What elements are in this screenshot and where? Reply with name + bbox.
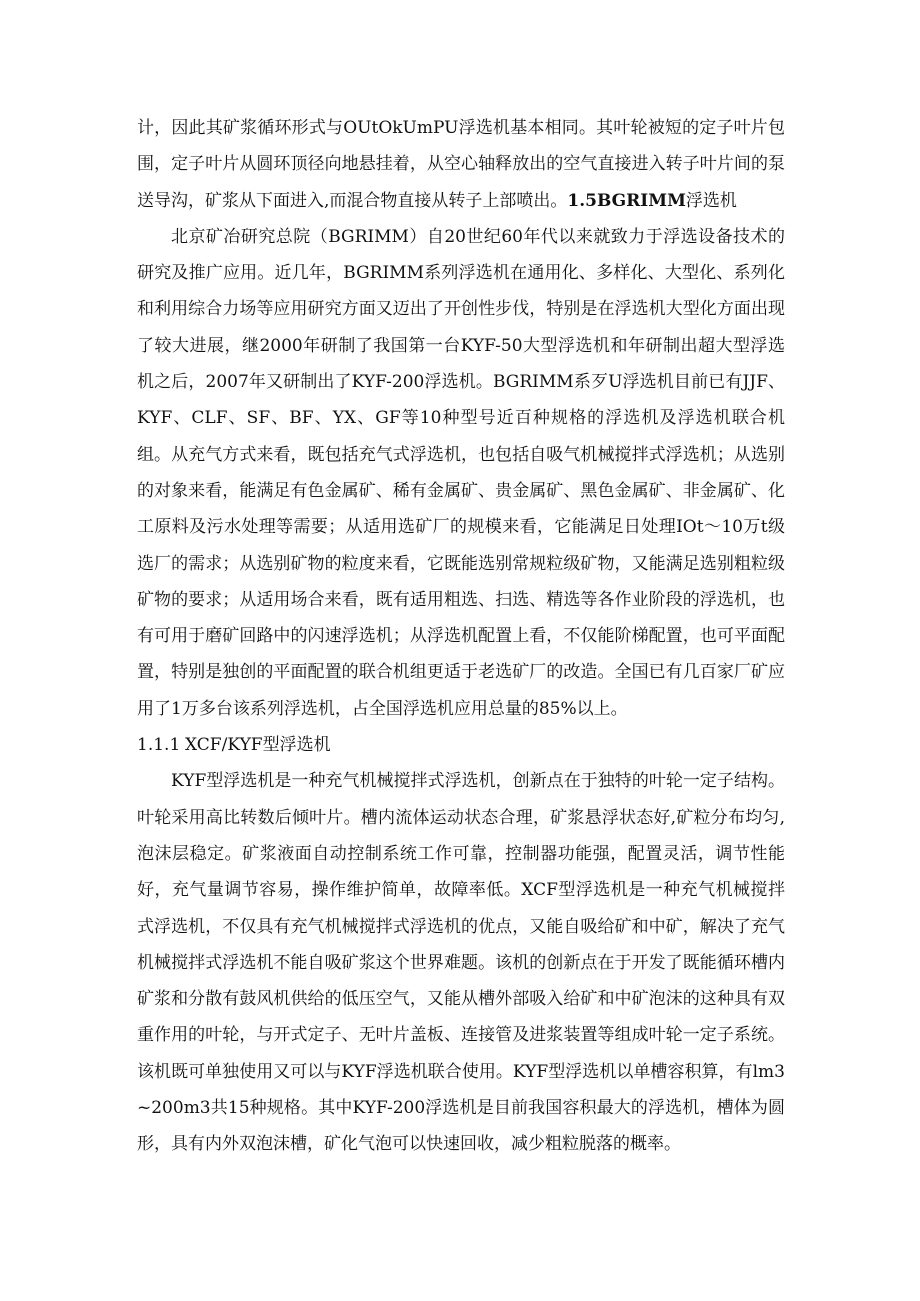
section-title: XCF/KYF型浮选机 <box>185 735 331 756</box>
paragraph-bgrimm-overview: 北京矿冶研究总院（BGRIMM）自20世纪60年代以来就致力于浮选设备技术的研究及推广应用。近几年，BGRIMM系列浮选机在通用化、多样化、大型化、系列化和利用综合力场等应用研究方面又迈出了开创性步伐，特别是在浮选机大型化方面出现了较大进展，继2000年研制了我国第一台KYF-50大型浮选机和年研制出超大型浮选机之后，2007年又研制出了KYF-200浮选机。BGRIMM系歹U浮选机目前已有JJF、KYF、CLF、SF、BF、YX、GF等10种型号近百种规格的浮选机及浮选机联合机组。从充气方式来看，既包括充气式浮选机，也包括自吸气机械搅拌式浮选机；从选别的对象来看，能满足有色金属矿、稀有金属矿、贵金属矿、黑色金属矿、非金属矿、化工原料及污水处理等需要；从适用选矿厂的规模来看，它能满足日处理IOt～10万t级选厂的需求；从选别矿物的粒度来看，它既能选别常规粒级矿物，又能满足选别粗粒级矿物的要求；从适用场合来看，既有适用粗选、扫选、精选等各作业阶段的浮选机，也有可用于磨矿回路中的闪速浮选机；从浮选机配置上看，不仅能阶梯配置，也可平面配置，特别是独创的平面配置的联合机组更适于老选矿厂的改造。全国已有几百家厂矿应用了1万多台该系列浮选机，占全国浮选机应用总量的85%以上。 <box>137 226 785 719</box>
paragraph-continuation <box>137 110 785 219</box>
section-heading <box>137 727 785 763</box>
inline-section-heading-rest: 浮选机 <box>685 190 737 211</box>
paragraph-text: 计，因此其矿浆循环形式与OUtOkUmPU浮选机基本相同。其叶轮被短的定子叶片包围，定子叶片从圆环顶径向地悬挂着，从空心轴释放出的空气直接进入转子叶片间的泵送导沟，矿浆从下面进入,而混合物直接从转子上部喷出。 <box>137 118 785 211</box>
paragraph-kyf-xcf: KYF型浮选机是一种充气机械搅拌式浮选机，创新点在于独特的叶轮一定子结构。叶轮采用高比转数后倾叶片。槽内流体运动状态合理，矿浆悬浮状态好,矿粒分布均匀,泡沫层稳定。矿浆液面自动控制系统工作可靠，控制器功能强，配置灵活，调节性能好，充气量调节容易，操作维护简单，故障率低。XCF型浮选机是一种充气机械搅拌式浮选机，不仅具有充气机械搅拌式浮选机的优点，又能自吸给矿和中矿，解决了充气机械搅拌式浮选机不能自吸矿浆这个世界难题。该机的创新点在于开发了既能循环槽内矿浆和分散有鼓风机供给的低压空气，又能从槽外部吸入给矿和中矿泡沫的这种具有双重作用的叶轮，与开式定子、无叶片盖板、连接管及进浆装置等组成叶轮一定子系统。该机既可单独使用又可以与KYF浮选机联合使用。KYF型浮选机以单槽容积算，有lm3~200m3共15种规格。其中KYF-200浮选机是目前我国容积最大的浮选机，槽体为圆形，具有内外双泡沫槽，矿化气泡可以快速回收，减少粗粒脱落的概率。 <box>137 771 785 1155</box>
inline-section-heading: 1.5BGRIMM <box>567 190 686 211</box>
document-body <box>137 110 785 1163</box>
section-number: 1.1.1 <box>137 735 181 756</box>
